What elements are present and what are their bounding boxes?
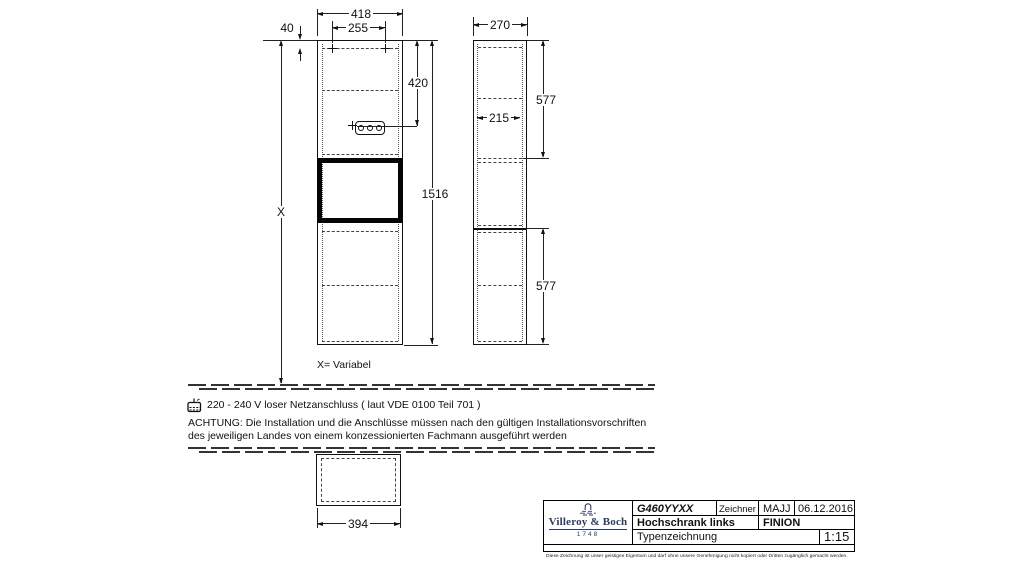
side-inner-wall-left xyxy=(477,44,478,341)
disclaimer xyxy=(546,545,1033,563)
dim-label-plan-width: 394 xyxy=(347,517,369,531)
title-block-divider xyxy=(758,501,759,529)
front-dashed-bottom xyxy=(322,341,398,342)
dim-label-inner-width: 255 xyxy=(347,21,369,35)
extension-line xyxy=(332,21,333,43)
drawer-label: Zeichner xyxy=(719,504,756,515)
title-block-divider xyxy=(632,529,854,530)
title-block-divider xyxy=(819,529,820,544)
extension-line xyxy=(263,40,317,41)
drawing-date: 06.12.2016 xyxy=(798,503,854,515)
side-dashed-line xyxy=(478,225,522,226)
side-dashed-line xyxy=(478,47,522,48)
dim-label-total-height: 1516 xyxy=(421,187,449,201)
plan-inner-dashed xyxy=(321,458,396,502)
arrow-icon xyxy=(415,120,419,126)
drawing-type: Typenzeichnung xyxy=(637,531,718,543)
dim-label-depth: 270 xyxy=(489,18,511,32)
dim-label-socket-height: 420 xyxy=(407,76,429,90)
arrow-icon xyxy=(541,338,545,344)
arrow-icon xyxy=(298,34,302,40)
side-shelf-line xyxy=(478,285,522,286)
side-dashed-line xyxy=(478,162,522,163)
extension-line xyxy=(403,40,438,41)
extension-line xyxy=(404,345,438,346)
arrow-icon xyxy=(317,522,323,526)
arrow-icon xyxy=(514,116,520,120)
warning-note-line1: ACHTUNG: Die Installation und die Anschlüsse müssen nach den gültigen Installationsvorschriften xyxy=(188,417,647,429)
side-dashed-line xyxy=(478,232,522,233)
socket-leader-line xyxy=(357,126,417,127)
arrow-icon xyxy=(332,26,338,30)
extension-line xyxy=(527,228,549,229)
side-section-boundary xyxy=(473,228,527,230)
series-name: FINION xyxy=(763,517,801,529)
arrow-icon xyxy=(521,23,527,27)
mount-point-cross xyxy=(381,44,390,53)
title-block-divider xyxy=(632,501,633,544)
title-block-divider xyxy=(794,501,795,515)
arrow-icon xyxy=(397,12,403,16)
extension-line xyxy=(400,508,401,528)
arrow-icon xyxy=(379,26,385,30)
extension-line xyxy=(527,344,549,345)
brand-logo xyxy=(544,501,632,544)
extension-line xyxy=(523,158,549,159)
plug-icon xyxy=(186,397,203,414)
arrow-icon xyxy=(430,338,434,344)
drawer-initials: MAJJ xyxy=(763,503,791,515)
dim-label-variable: X xyxy=(276,205,286,219)
side-cabinet-outline xyxy=(473,40,527,345)
arrow-icon xyxy=(541,152,545,158)
disclaimer-text: Diese Zeichnung ist unser geistiges Eigentum und darf ohne unsere Genehmigung nicht kopiert oder Dritten zugänglich gemacht werden. xyxy=(546,552,848,559)
extension-line xyxy=(385,21,386,43)
arrow-icon xyxy=(317,12,323,16)
floor-hatch-line xyxy=(188,384,655,391)
dim-label-upper-section: 577 xyxy=(535,93,557,107)
article-number: G460YYXX xyxy=(637,503,694,515)
front-dashed-line xyxy=(322,231,398,232)
extension-line xyxy=(527,17,528,36)
dim-label-inner-depth: 215 xyxy=(488,111,510,125)
socket-reference-cross xyxy=(348,121,357,130)
front-shelf-line xyxy=(322,90,398,91)
front-dashed-line xyxy=(322,154,398,155)
side-inner-wall-right xyxy=(522,44,523,341)
wall-hatch-line xyxy=(188,447,655,454)
arrow-icon xyxy=(279,40,283,46)
drawing-scale: 1:15 xyxy=(824,529,850,544)
brand-name: Villeroy & Boch xyxy=(548,516,628,528)
dim-label-width: 418 xyxy=(350,7,372,21)
arrow-icon xyxy=(394,522,400,526)
variable-note: X= Variabel xyxy=(317,359,371,371)
power-socket-icon xyxy=(355,121,385,135)
warning-note-line2: des jeweiligen Landes von einem konzessionierten Fachmann ausgeführt werden xyxy=(188,430,567,442)
side-dashed-line xyxy=(478,341,522,342)
arrow-icon xyxy=(473,23,479,27)
power-note: 220 - 240 V loser Netzanschluss ( laut VDE 0100 Teil 701 ) xyxy=(207,399,481,411)
front-open-shelf-frame xyxy=(317,158,403,223)
front-shelf-line xyxy=(322,285,398,286)
dim-label-top-offset: 40 xyxy=(280,21,294,35)
side-shelf-line xyxy=(478,98,522,99)
arrow-icon xyxy=(541,228,545,234)
arrow-icon xyxy=(477,116,483,120)
arrow-icon xyxy=(541,40,545,46)
title-block xyxy=(543,500,855,559)
fountain-icon xyxy=(578,503,598,516)
dim-stub xyxy=(300,54,301,61)
side-dashed-line xyxy=(478,158,522,159)
product-name: Hochschrank links xyxy=(637,517,735,529)
title-block-divider xyxy=(716,501,717,515)
mount-point-cross xyxy=(328,44,337,53)
dim-stub xyxy=(300,26,301,34)
extension-line xyxy=(527,40,549,41)
dim-label-lower-section: 577 xyxy=(535,279,557,293)
brand-year: 1748 xyxy=(576,531,600,538)
